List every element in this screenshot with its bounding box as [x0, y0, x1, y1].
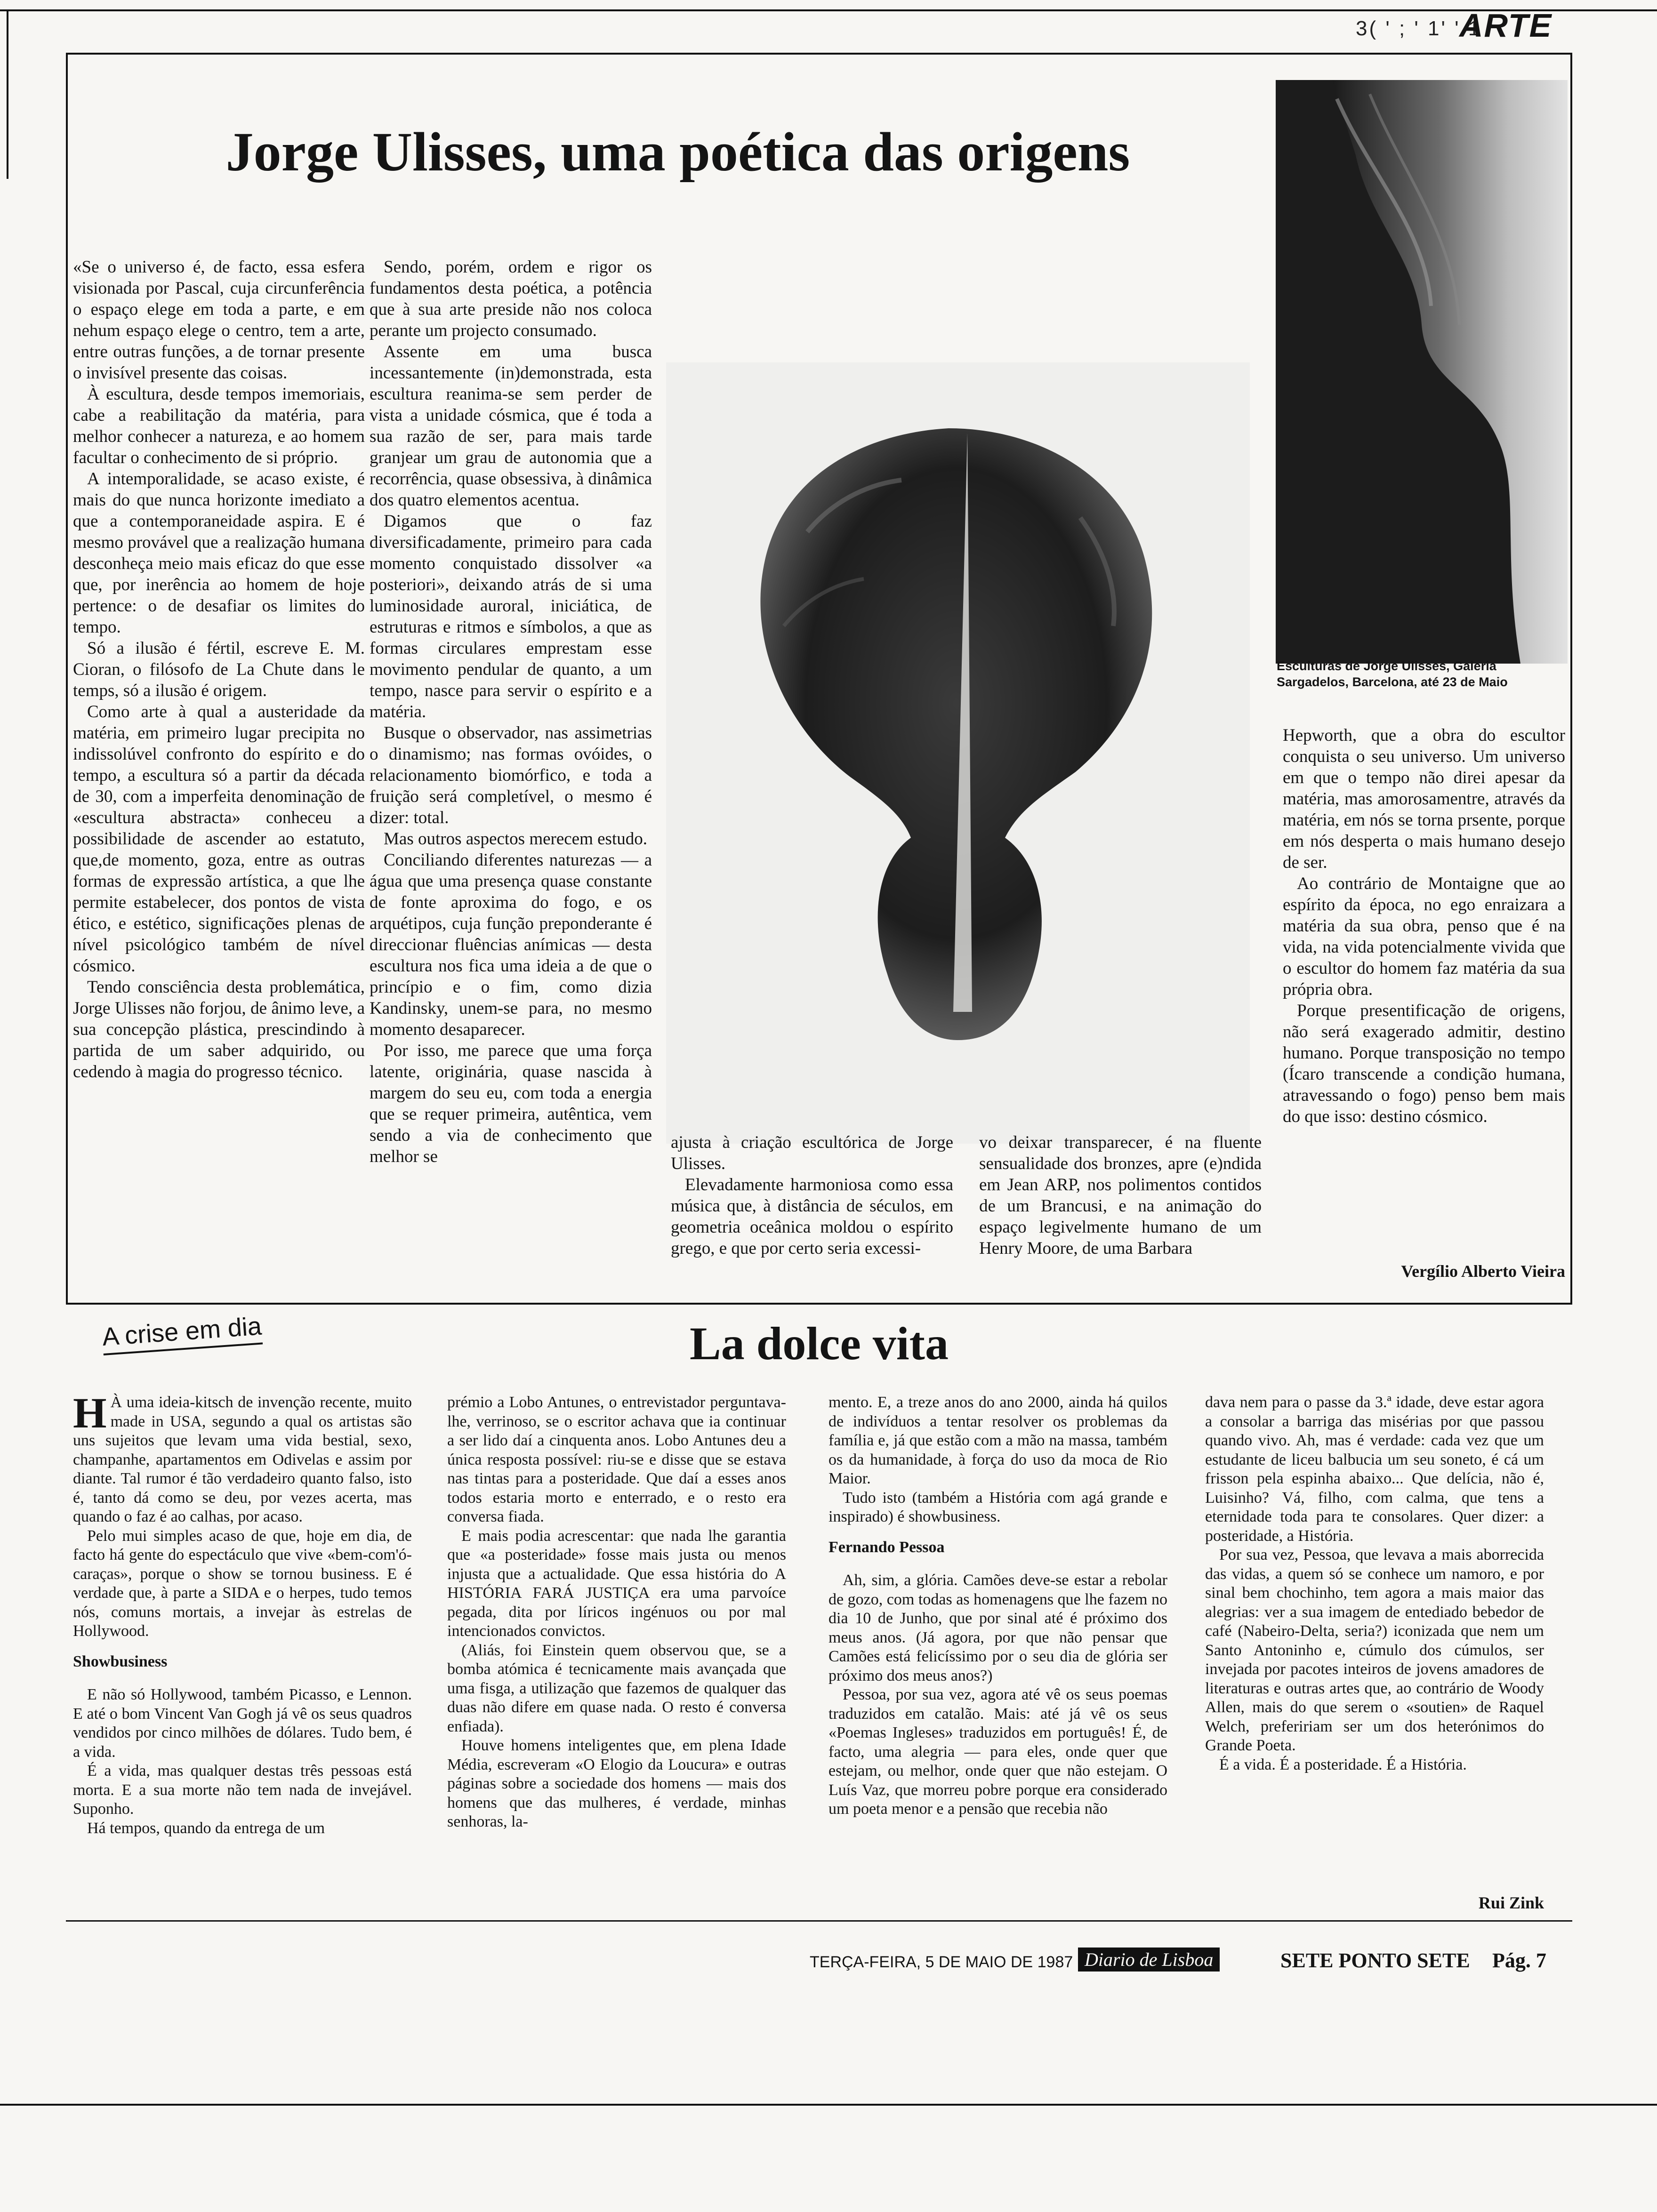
paragraph: E mais podia acrescentar: que nada lhe garantia que «a posteridade» fosse mais justa ou menos injusta que a actualidade. Que essa história do A HISTÓRIA FARÁ JUSTIÇA era uma parvoíce pegada, dita por líricos ingénuos ou por mal intencionados convictos. [447, 1527, 786, 1640]
paragraph: Elevadamente harmoniosa como essa música que, à distância de séculos, em geometria oceânica moldou o espírito grego, e que por certo seria excessi- [671, 1175, 953, 1258]
frame-mid [66, 1303, 1572, 1305]
section-label: ARTE [1459, 7, 1552, 44]
paragraph: À escultura, desde tempos imemoriais, cabe a reabilitação da matéria, para melhor conhecer a natureza, e ao homem facultar o conhecimento de si próprio. [73, 385, 365, 467]
paragraph: mento. E, a treze anos do ano 2000, ainda há quilos de indivíduos a tentar resolver os problemas da família e, já que estão com a mão na massa, também os da humanidade, à força do uso da moca de Rio Maior. [828, 1394, 1167, 1487]
paragraph-text: À uma ideia-kitsch de invenção recente, muito made in USA, segundo a qual os artistas são uns sujeitos que levam uma vida bestial, sexo, champanhe, apartamentos em Odivelas e assim por diante. Tal rumor é tão verdadeiro quanto falso, isto é, tanto dá como se deu, por vezes acerta, mas quando o faz é ao calhas, por acaso. [73, 1394, 412, 1525]
column-c [828, 1393, 1167, 1911]
article-column-5 [1283, 725, 1565, 1214]
paragraph: Porque presentificação de origens, não será exagerado admitir, destino humano. Porque transposição no tempo (Ícaro transcende a condição humana, atravessando o fogo) penso bem mais do que isso: destino cósmico. [1283, 1001, 1565, 1126]
header-code: 3( ' ; ' 1' ' 1 ' [1356, 17, 1495, 40]
sculpture-photo-right [1276, 80, 1568, 664]
paragraph: Mas outros aspectos merecem estudo. [384, 829, 647, 849]
subheading: Fernando Pessoa [828, 1538, 945, 1556]
paragraph: Hepworth, que a obra do escultor conquista o seu universo. Um universo em que o tempo não direi apesar da matéria, mas amorosamentre, através da matéria, em nós se torna prsente, porque em nós desperta o mais humano desejo de ser. [1283, 726, 1565, 872]
paragraph: «Se o universo é, de facto, essa esfera visionada por Pascal, cuja circunferência o espaço elege em toda a parte, e em nehum espaço elege o centro, tem a arte, entre outras funções, a de tornar presente o invisível presente das coisas. [73, 257, 365, 383]
paragraph: Tudo isto (também a História com agá grande e inspirado) é showbusiness. [828, 1489, 1167, 1525]
drop-cap: H [73, 1393, 107, 1437]
paragraph: Ao contrário de Montaigne que ao espírito da época, no ego enraizara a matéria da sua obra, penso que é na vida, na vida potencialmente vivida que o escultor do homem faz matéria da sua própria obra. [1283, 874, 1565, 999]
paragraph: Só a ilusão é fértil, escreve E. M. Cioran, o filósofo de La Chute dans le temps, só a ilusão é origem. [73, 639, 365, 700]
column-b [447, 1393, 786, 1911]
paragraph: Por sua vez, Pessoa, que levava a mais aborrecida das vidas, a quem só se conhece um namoro, e por sinal bem chochinho, tem agora a mais maior das alegrias: ver a sua imagem de entediado bebedor de café (Nabeiro-Delta, seria?) iconizada que nem um Santo Antoninho e, cúmulo dos cúmulos, ser invejada por pacotes inteiros de jovens amadores de literaturas e outras artes que, ao contrário de Woody Allen, mais do que serem o «soutien» de Raquel Welch, prefeririam ser um dos heterónimos do Grande Poeta. [1205, 1546, 1544, 1754]
paragraph: ajusta à criação escultórica de Jorge Ulisses. [671, 1133, 953, 1173]
photo-caption: Esculturas de Jorge Ulisses, Galeria Sargadelos, Barcelona, até 23 de Maio [1277, 659, 1508, 689]
paragraph: Pessoa, por sua vez, agora até vê os seus poemas traduzidos em catalão. Mais: até já vê os seus «Poemas Ingleses» traduzidos em português! É, de facto, uma alegria — para eles, onde quer que estejam, ou melhor, onde quer que não estejam. O Luís Vaz, que morreu pobre porque era considerado um poeta menor e a pensão que recebia não [828, 1686, 1167, 1818]
column-kicker: A crise em dia [101, 1312, 263, 1355]
left-edge-rule [7, 9, 8, 179]
footer-rule [66, 1920, 1572, 1922]
paragraph: É a vida. É a posteridade. É a História. [1219, 1755, 1467, 1773]
paragraph: É a vida, mas qualquer destas três pessoas está morta. E a sua morte não tem nada de invejável. Suponho. [73, 1762, 412, 1818]
frame-top [66, 53, 1572, 55]
bottom-edge-rule [0, 2104, 1657, 2106]
paragraph: (Aliás, foi Einstein quem observou que, se a bomba atómica é tecnicamente mais avançada que uma fisga, a utilização que fazemos de qualquer das duas não difere em quase nada. O resto é conversa enfiada). [447, 1641, 786, 1735]
column-d [1205, 1393, 1544, 1873]
newspaper-logo: Diario de Lisboa [1078, 1948, 1220, 1972]
paragraph: E não só Hollywood, também Picasso, e Lennon. E até o bom Vincent Van Gogh já vê os seus quadros vendidos por cinco milhões de dólares. Tudo bem, é a vida. [73, 1686, 412, 1761]
article-column-1 [73, 256, 365, 1287]
paragraph [73, 1393, 412, 1527]
paragraph: Por isso, me parece que uma força latente, originária, quase nascida à margem do seu eu, com toda a energia que se requer primeira, autêntica, vem sendo a via de conhecimento que melhor se [370, 1041, 652, 1166]
article-author: Vergílio Alberto Vieira [1401, 1262, 1565, 1281]
paragraph: prémio a Lobo Antunes, o entrevistador perguntava-lhe, verrinoso, se o escritor achava que ia continuar a ser lido daí a cinquenta anos. Lobo Antunes deu a única resposta possível: riu-se e disse que se estava nas tintas para a posteridade. Que daí a esses anos todos estaria morto e enterrado, e o resto era conversa fiada. [447, 1394, 786, 1525]
footer-date: TERÇA-FEIRA, 5 DE MAIO DE 1987 [810, 1953, 1073, 1971]
paragraph: A intemporalidade, se acaso existe, é mais do que nunca horizonte imediato a que a contemporaneidade aspira. E é mesmo provável que a realização humana desconheça meio mais eficaz do que esse que, por inerência ao homem de hoje pertence: o de desafiar os limites do tempo. [73, 469, 365, 637]
article-title: Jorge Ulisses, uma poética das origens [225, 121, 1130, 183]
subheading: Showbusiness [73, 1652, 168, 1670]
paragraph: vo deixar transparecer, é na fluente sensualidade dos bronzes, apre (e)ndida em Jean ARP, nos polimentos contidos de um Brancusi, e na animação do espaço legivelmente humano de um Henry Moore, de uma Barbara [979, 1133, 1262, 1258]
column-author: Rui Zink [1478, 1893, 1544, 1912]
article-column-2 [370, 256, 652, 1287]
frame-left [66, 53, 68, 1305]
paragraph: Tendo consciência desta problemática, Jorge Ulisses não forjou, de ânimo leve, a sua concepção plástica, prescindindo à partida de um saber adquirido, ou cedendo à magia do progresso técnico. [73, 978, 365, 1082]
paragraph: Ah, sim, a glória. Camões deve-se estar a rebolar de gozo, com todas as homenagens que lhe fazem no dia 10 de Junho, que por sinal até é próximo dos meus anos. (Já agora, por que não pensar que Camões está felicíssimo por o seu dia de glória ser próximo dos meus anos?) [828, 1571, 1167, 1684]
paragraph: Sendo, porém, ordem e rigor os fundamentos desta poética, a potência que à sua arte preside não nos coloca perante um projecto consumado. [370, 257, 652, 340]
paragraph: Como arte à qual a austeridade da matéria, em primeiro lugar precipita no indissolúvel confronto do espírito e do tempo, a escultura só a partir da década de 30, com a imperfeita denominação de «escultura abstracta» conheceu a possibilidade de ascender ao estatuto, que,de momento, goza, entre as outras formas de expressão artística, a que lhe permite estabelecer, dos pontos de vista ético, e estético, significações plenas de nível psicológico também de nível cósmico. [73, 702, 365, 976]
top-edge-rule [0, 9, 1657, 11]
column-title: La dolce vita [690, 1317, 949, 1370]
sculpture-photo-main [666, 362, 1250, 1144]
page-number: Pág. 7 [1492, 1949, 1546, 1972]
frame-right [1570, 53, 1572, 1305]
paragraph: Houve homens inteligentes que, em plena Idade Média, escreveram «O Elogio da Loucura» e outras páginas sobre a sociedade dos homens — mais dos homens que das mulheres, é verdade, minhas senhoras, la- [447, 1737, 786, 1830]
paragraph: Digamos que o faz diversificadamente, primeiro para cada momento conquistado dissolver «a posteriori», deixando atrás de si uma luminosidade auroral, iniciática, de estruturas e ritmos e símbolos, a que as formas circulares emprestam esse movimento pendular de quanto, a um tempo, nasce para servir o espírito e a matéria. [370, 512, 652, 721]
supplement-name: SETE PONTO SETE [1280, 1949, 1470, 1972]
article-column-4 [979, 1132, 1262, 1287]
paragraph: Pelo mui simples acaso de que, hoje em dia, de facto há gente do espectáculo que vive «bem-com'ó-caraças», porque o show se tornou business. E é verdade que, à parte a SIDA e o herpes, tudo temos nós, comuns mortais, a invejar às estrelas de Hollywood. [73, 1527, 412, 1640]
paragraph: Busque o observador, nas assimetrias o dinamismo; nas formas ovóides, o relacionamento biomórfico, e toda a fruição será completível, o mesmo é dizer: total. [370, 723, 652, 827]
column-a [73, 1393, 412, 1911]
paragraph: Conciliando diferentes naturezas — a água que uma presença quase constante de fonte aproxima do fogo, e os arquétipos, cuja função preponderante é direccionar fluências anímicas — desta escultura nos fica uma ideia a de que o princípio e o fim, como dizia Kandinsky, unem-se para, no mesmo momento desaparecer. [370, 850, 652, 1039]
article-column-3 [671, 1132, 953, 1287]
paragraph: Há tempos, quando da entrega de um [87, 1819, 325, 1837]
paragraph: Assente em uma busca incessantemente (in)demonstrada, esta escultura reanima-se sem perder de vista a unidade cósmica, que é toda a sua razão de ser, para mais tarde granjear um grau de autonomia que a recorrência, quase obsessiva, à dinâmica dos quatro elementos acentua. [370, 342, 652, 510]
paragraph: dava nem para o passe da 3.ª idade, deve estar agora a consolar a barriga das misérias por que passou quando vivo. Ah, mas é verdade: cada vez que um estudante de liceu balbucia um seu soneto, é cá um frisson pela espinha abaixo... Que delícia, não é, Luisinho? Vá, filho, com calma, que tens a eternidade toda para te consolares. Quer dizer: a posteridade, a História. [1205, 1394, 1544, 1545]
